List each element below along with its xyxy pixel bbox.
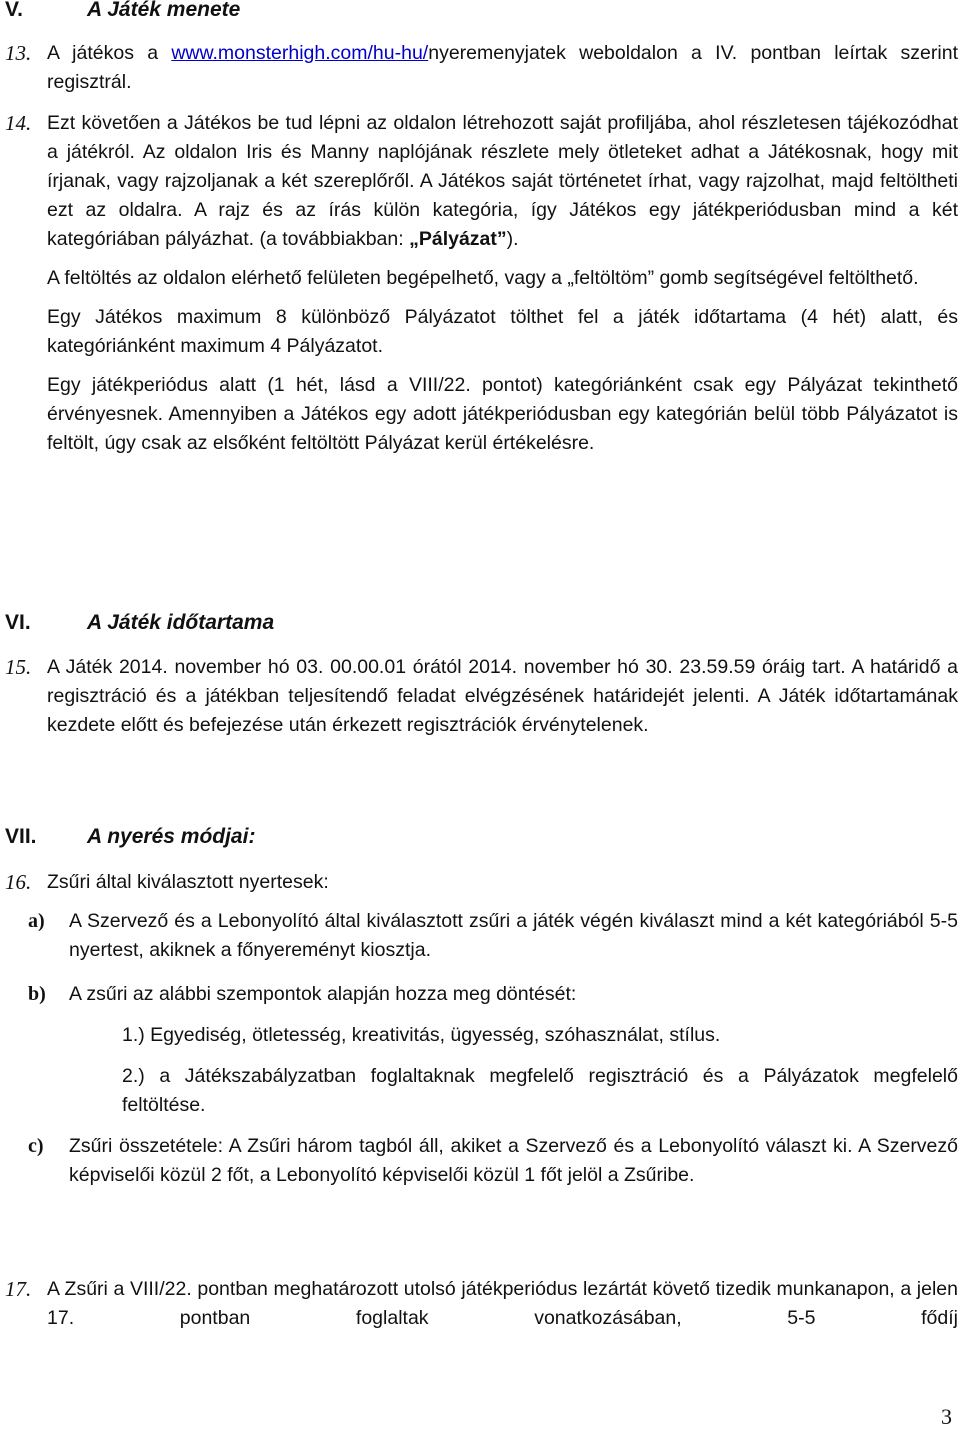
section-heading-vi — [5, 608, 274, 637]
subitem-text: A Szervező és a Lebonyolító által kiválasztott zsűri a játék végén kiválaszt mind a két kategóriából 5-5 nyertest, akiknek a főnyereményt kiosztja. — [69, 910, 958, 961]
item-number: 13. — [5, 41, 32, 65]
section-title: A Játék időtartama — [87, 611, 275, 634]
item-text: A játékos a www.monsterhigh.com/hu-hu/nyeremenyjatek weboldalon a IV. pontban leírtak szerint regisztrál. — [47, 42, 958, 93]
page-number: 3 — [941, 1404, 952, 1429]
subitem-letter: a) — [28, 910, 45, 932]
paragraph: Ezt követően a Játékos be tud lépni az oldalon létrehozott saját profiljába, ahol részletesen tájékozódhat a játékról. Az oldalon Iris és Manny naplójának részlete mely ötleteket adhat a Játékosnak, hogy mit írjanak, vagy rajzoljanak a két szereplőről. A Játékos saját történetet írhat, vagy rajzolhat, majd feltöltheti ezt az oldalra. A rajz és az írás külön kategória, így Játékos egy játékperiódusban mind a két kategóriában pályázhat. (a továbbiakban: „Pályázat”). — [47, 112, 958, 250]
monsterhigh-link[interactable]: www.monsterhigh.com/hu-hu/ — [171, 42, 429, 64]
item-text: A Zsűri a VIII/22. pontban meghatározott utolsó játékperiódus lezártát követő tizedik munkanapon, a jelen 17. pontban foglaltak vonatkozásában, 5-5 fődíj — [47, 1278, 958, 1329]
section-title: A nyerés módjai: — [87, 825, 256, 848]
paragraph: A feltöltés az oldalon elérhető felületen begépelhető, vagy a „feltöltöm” gomb segítségével feltölthető. — [47, 267, 919, 289]
subitem-text: A zsűri az alábbi szempontok alapján hozza meg döntését: — [69, 983, 577, 1005]
section-title: A Játék menete — [87, 0, 241, 21]
item-text: A Játék 2014. november hó 03. 00.00.01 órától 2014. november hó 30. 23.59.59 óráig tart. A határidő a regisztráció és a játékban teljesítendő feladat elvégzésének határidejét jelenti. A Játék időtartamának kezdete előtt és befejezése után érkezett regisztrációk érvénytelenek. — [47, 656, 958, 736]
item-number: 16. — [5, 870, 32, 894]
item-number: 14. — [5, 111, 32, 135]
criterion-2: 2.) a Játékszabályzatban foglaltaknak megfelelő regisztráció és a Pályázatok megfelelő feltöltése. — [122, 1065, 958, 1116]
item-number: 15. — [5, 655, 32, 679]
item-text: Zsűri által kiválasztott nyertesek: — [47, 871, 329, 893]
section-roman: VII. — [5, 825, 37, 848]
item-text — [47, 109, 958, 458]
subitem-letter: b) — [28, 983, 46, 1005]
subitem-letter: c) — [28, 1135, 44, 1157]
section-heading-vii — [5, 822, 255, 851]
paragraph: Egy Játékos maximum 8 különböző Pályázatot tölthet fel a játék időtartama (4 hét) alatt, és kategóriánként maximum 4 Pályázatot. — [47, 306, 958, 357]
section-roman: VI. — [5, 611, 31, 634]
criterion-1: 1.) Egyediség, ötletesség, kreativitás, ügyesség, szóhasználat, stílus. — [122, 1024, 721, 1046]
section-heading-v — [5, 0, 240, 24]
paragraph: Egy játékperiódus alatt (1 hét, lásd a VIII/22. pontot) kategóriánként csak egy Pályázat tekinthető érvényesnek. Amennyiben a Játékos egy adott játékperiódusban egy kategórián belül több Pályázatot is feltölt, úgy csak az elsőként feltöltött Pályázat kerül értékelésre. — [47, 374, 958, 454]
section-roman: V. — [5, 0, 23, 21]
item-number: 17. — [5, 1277, 32, 1301]
bold-term: „Pályázat” — [409, 228, 507, 250]
subitem-text: Zsűri összetétele: A Zsűri három tagból áll, akiket a Szervező és a Lebonyolító választ ki. A Szervező képviselői közül 2 főt, a Lebonyolító képviselői közül 1 főt jelöl a Zsűribe. — [69, 1135, 958, 1186]
